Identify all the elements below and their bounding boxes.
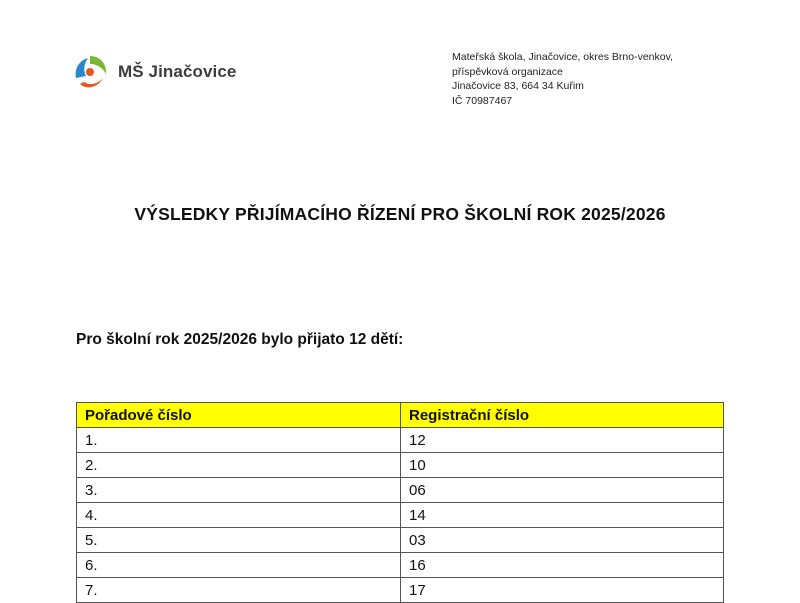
column-header-order: Pořadové číslo	[77, 403, 401, 428]
school-logo	[70, 52, 236, 92]
address-line: Jinačovice 83, 664 34 Kuřim	[452, 80, 584, 92]
registration-cell: 06	[401, 478, 724, 503]
order-cell: 1.	[77, 428, 401, 453]
table-row	[77, 453, 724, 478]
document-title: VÝSLEDKY PŘIJÍMACÍHO ŘÍZENÍ PRO ŠKOLNÍ ROK 2025/2026	[134, 204, 666, 224]
address-line: příspěvková organizace	[452, 65, 563, 78]
order-cell: 4.	[77, 503, 401, 528]
column-header-registration: Registrační číslo	[401, 403, 724, 428]
table-row	[77, 528, 724, 553]
registration-cell: 14	[401, 503, 724, 528]
table-row	[77, 553, 724, 578]
address-line: IČ 70987467	[452, 94, 513, 107]
school-logo-icon	[70, 52, 110, 92]
table-row	[77, 578, 724, 603]
order-cell: 3.	[77, 478, 401, 503]
registration-cell: 17	[401, 578, 724, 603]
registration-cell: 10	[401, 453, 724, 478]
order-cell: 5.	[77, 528, 401, 553]
table-header-row	[77, 403, 724, 428]
logo-text: MŠ Jinačovice	[118, 62, 237, 81]
order-cell: 6.	[77, 553, 401, 578]
registration-cell: 16	[401, 553, 724, 578]
table-row	[77, 478, 724, 503]
registration-cell: 03	[401, 528, 724, 553]
order-cell: 7.	[77, 578, 401, 603]
table-row	[77, 428, 724, 453]
table-row	[77, 503, 724, 528]
results-table	[76, 402, 724, 603]
order-cell: 2.	[77, 453, 401, 478]
intro-text: Pro školní rok 2025/2026 bylo přijato 12 dětí:	[76, 331, 404, 348]
registration-cell: 12	[401, 428, 724, 453]
school-address	[452, 50, 673, 108]
address-line: Mateřská škola, Jinačovice, okres Brno-venkov,	[452, 51, 673, 63]
